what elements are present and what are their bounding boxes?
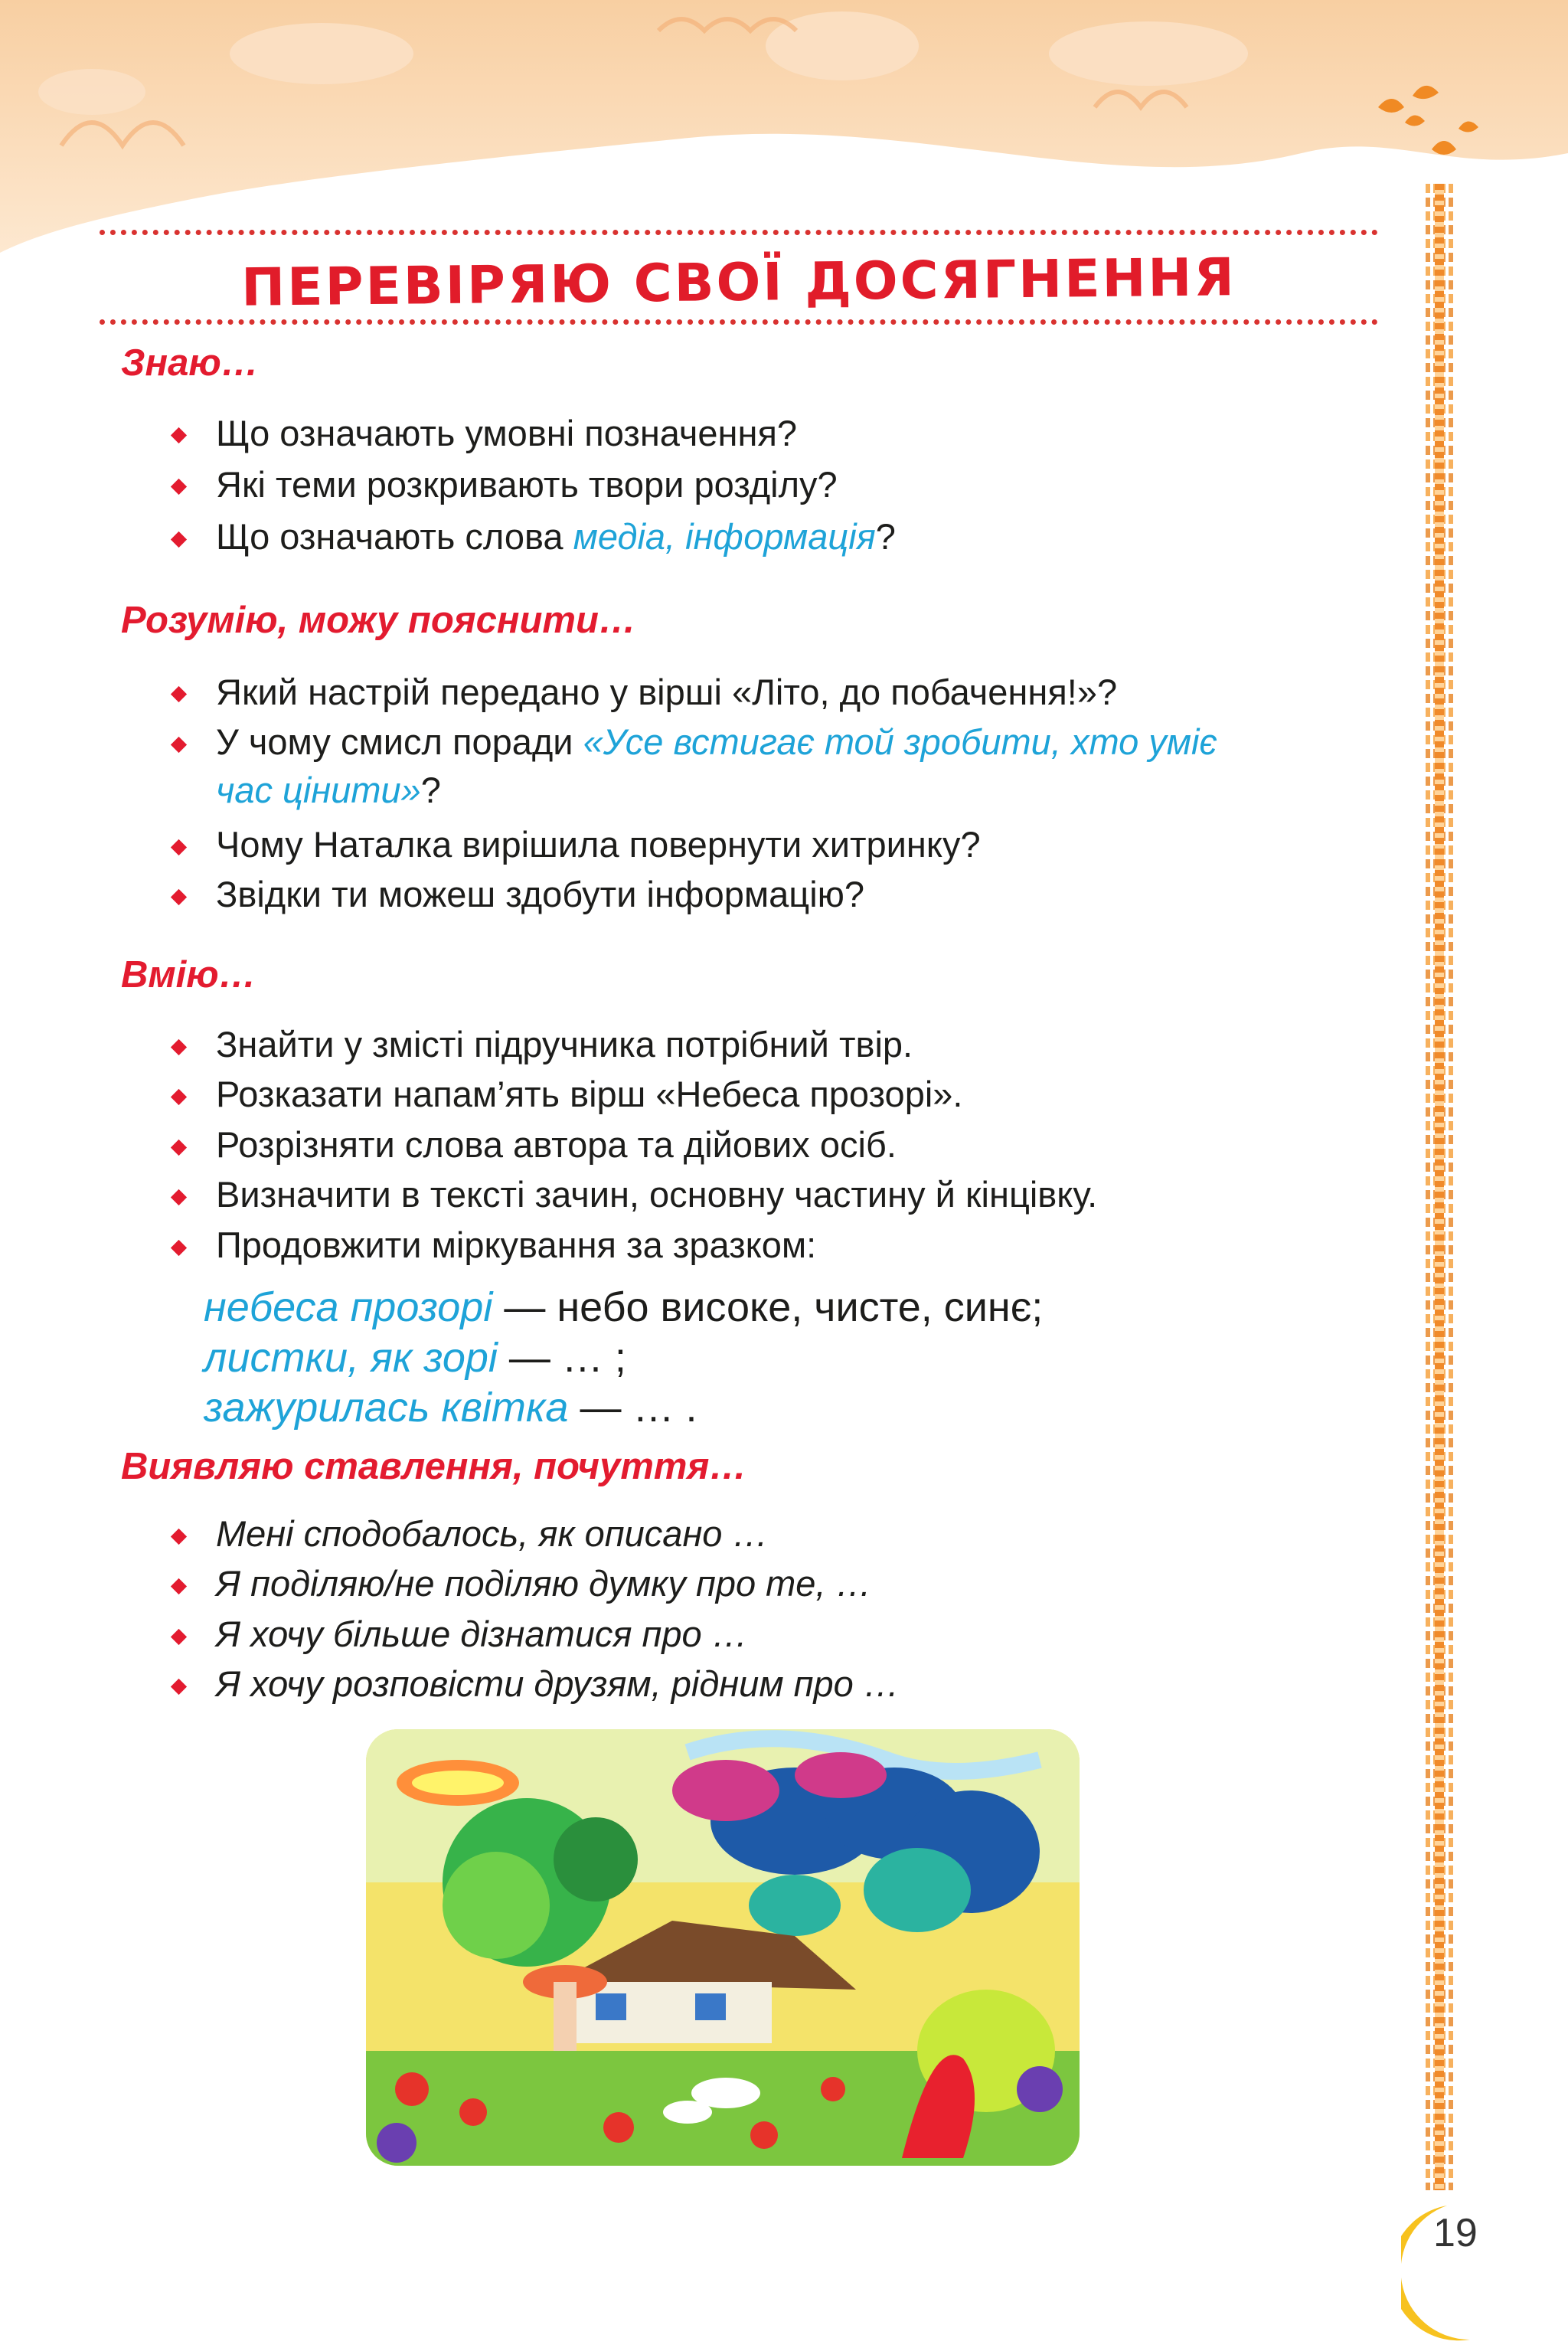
page-title: ПЕРЕВІРЯЮ СВОЇ ДОСЯГНЕННЯ: [240, 247, 1237, 319]
bullet-icon: [171, 1089, 187, 1105]
example-phrase: небеса прозорі: [204, 1284, 493, 1330]
highlighted-quote: «Усе встигає той зробити, хто уміє: [583, 721, 1217, 762]
bullet-icon: [171, 686, 187, 702]
example-line: [204, 1334, 626, 1382]
list-item: Розказати напам’ять вірш «Небеса прозорі».: [216, 1074, 963, 1114]
folk-painting-illustration: [366, 1729, 1080, 2166]
item-text: ?: [420, 770, 441, 810]
list-item: Я хочу більше дізнатися про …: [216, 1614, 748, 1654]
bullet-icon: [171, 531, 187, 548]
list-item: Чому Наталка вирішила повернути хитринку?: [216, 824, 981, 865]
bullet-icon: [171, 737, 187, 753]
example-line: [204, 1284, 1043, 1331]
example-phrase: зажурилась квітка: [204, 1385, 569, 1431]
bullet-icon: [171, 1240, 187, 1256]
ornament-border-core: [1435, 184, 1444, 2190]
top-decoration: [0, 0, 1568, 253]
bullet-icon: [171, 839, 187, 855]
list-item: Я поділяю/не поділяю думку про те, …: [216, 1563, 872, 1604]
item-text: Що означають слова: [216, 516, 573, 557]
list-item: Які теми розкривають твори розділу?: [216, 464, 838, 505]
list-item: Мені сподобалось, як описано …: [216, 1513, 769, 1554]
bullet-icon: [171, 889, 187, 905]
example-phrase: листки, як зорі: [204, 1335, 498, 1381]
example-line: [204, 1384, 697, 1431]
example-text: — небо високе, чисте, синє;: [492, 1284, 1044, 1330]
list-item: Продовжити міркування за зразком:: [216, 1225, 817, 1265]
section-heading-can: Вмію…: [121, 954, 256, 996]
list-item: Який настрій передано у вірші «Літо, до побачення!»?: [216, 672, 1118, 712]
bullet-icon: [171, 1578, 187, 1594]
section-heading-attitude: Виявляю ставлення, почуття…: [121, 1446, 747, 1487]
section-heading-know: Знаю…: [121, 342, 259, 384]
bullet-icon: [171, 1140, 187, 1156]
list-item: Знайти у змісті підручника потрібний твір.: [216, 1024, 913, 1064]
bullet-icon: [171, 1529, 187, 1545]
bullet-icon: [171, 427, 187, 443]
bullet-icon: [171, 1039, 187, 1055]
bullet-icon: [171, 1679, 187, 1695]
example-text: — … ;: [497, 1335, 626, 1381]
title-dotted-line-top: [100, 230, 1378, 235]
bullet-icon: [171, 1189, 187, 1205]
list-item: Визначити в тексті зачин, основну частину й кінцівку.: [216, 1174, 1098, 1215]
list-item: [216, 721, 1217, 763]
section-heading-understand: Розумію, можу пояснити…: [121, 600, 636, 641]
list-item: [216, 515, 896, 558]
list-item-continuation: [216, 769, 441, 811]
item-text: ?: [875, 516, 896, 557]
list-item: Що означають умовні позначення?: [216, 413, 798, 453]
page-number: 19: [1433, 2211, 1478, 2255]
title-dotted-line-bottom: [100, 319, 1378, 325]
highlighted-term: медіа, інформація: [573, 516, 876, 557]
bullet-icon: [171, 479, 187, 495]
list-item: Розрізняти слова автора та дійових осіб.: [216, 1124, 897, 1165]
page-number-decoration: [1401, 2190, 1554, 2343]
list-item: Звідки ти можеш здобути інформацію?: [216, 874, 865, 914]
item-text: У чому смисл поради: [216, 721, 583, 762]
example-text: — … .: [568, 1385, 697, 1431]
list-item: Я хочу розповісти друзям, рідним про …: [216, 1663, 900, 1704]
highlighted-quote: час цінити»: [216, 770, 421, 810]
bullet-icon: [171, 1629, 187, 1645]
